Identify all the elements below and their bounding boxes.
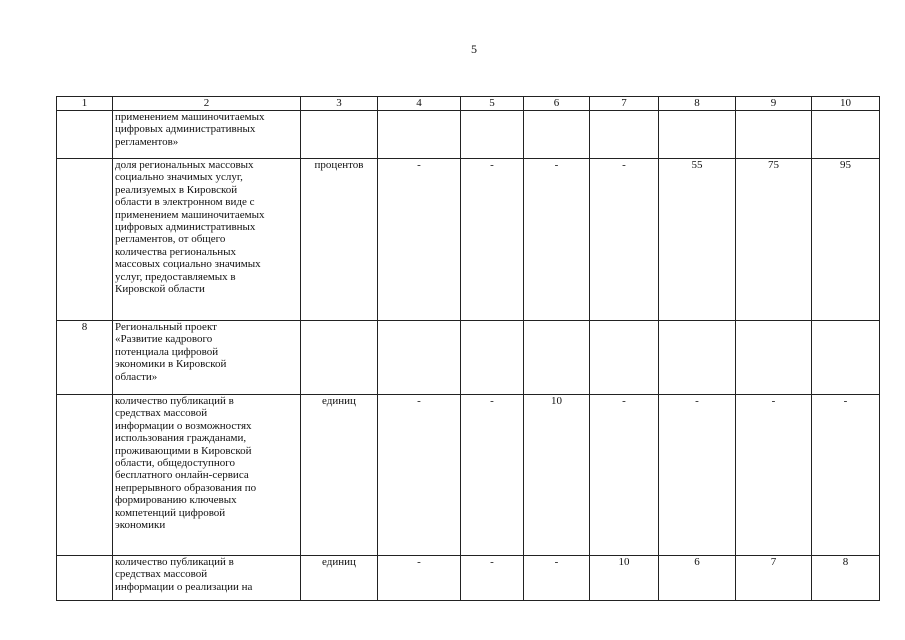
header-cell: 3 <box>301 97 378 111</box>
value-cell: - <box>590 395 659 556</box>
unit-cell <box>301 321 378 395</box>
value-cell <box>461 321 524 395</box>
value-cell <box>461 111 524 159</box>
value-cell: - <box>812 395 880 556</box>
value-cell: - <box>590 159 659 321</box>
indicator-name-cell: доля региональных массовых социально значимых услуг, реализуемых в Кировской области в электронном виде с применением машиночитаемых цифровых административных регламентов, от общего количества региональных массовых социально значимых услуг, предоставляемых в Кировской области <box>113 159 301 321</box>
value-cell: - <box>378 556 461 601</box>
value-cell: 8 <box>812 556 880 601</box>
unit-cell: процентов <box>301 159 378 321</box>
value-cell: - <box>524 556 590 601</box>
row-number-cell <box>57 111 113 159</box>
indicator-name-cell: применением машиночитаемых цифровых административных регламентов» <box>113 111 301 159</box>
value-cell: - <box>461 159 524 321</box>
header-cell: 8 <box>659 97 736 111</box>
value-cell <box>736 111 812 159</box>
value-cell <box>378 111 461 159</box>
unit-cell: единиц <box>301 556 378 601</box>
header-cell: 2 <box>113 97 301 111</box>
value-cell <box>524 111 590 159</box>
value-cell: 6 <box>659 556 736 601</box>
table-row <box>57 111 880 159</box>
value-cell: 95 <box>812 159 880 321</box>
header-cell: 5 <box>461 97 524 111</box>
header-cell: 7 <box>590 97 659 111</box>
value-cell <box>524 321 590 395</box>
value-cell: - <box>659 395 736 556</box>
value-cell <box>378 321 461 395</box>
row-number-cell <box>57 159 113 321</box>
value-cell: 10 <box>524 395 590 556</box>
table-row <box>57 321 880 395</box>
value-cell <box>659 321 736 395</box>
value-cell: - <box>378 395 461 556</box>
indicator-name-cell: количество публикаций в средствах массовой информации о реализации на <box>113 556 301 601</box>
value-cell: 10 <box>590 556 659 601</box>
value-cell: 55 <box>659 159 736 321</box>
value-cell <box>812 321 880 395</box>
value-cell: - <box>736 395 812 556</box>
header-cell: 6 <box>524 97 590 111</box>
value-cell: 7 <box>736 556 812 601</box>
unit-cell: единиц <box>301 395 378 556</box>
unit-cell <box>301 111 378 159</box>
indicators-table <box>56 96 880 601</box>
indicator-name-cell: количество публикаций в средствах массовой информации о возможностях использования гражданами, проживающими в Кировской области, общедоступного бесплатного онлайн-сервиса непрерывного образования по формированию ключевых компетенций цифровой экономики <box>113 395 301 556</box>
value-cell <box>590 111 659 159</box>
header-cell: 10 <box>812 97 880 111</box>
page-number: 5 <box>471 42 477 56</box>
row-number-cell: 8 <box>57 321 113 395</box>
table-row <box>57 556 880 601</box>
row-number-cell <box>57 395 113 556</box>
row-number-cell <box>57 556 113 601</box>
value-cell: - <box>524 159 590 321</box>
value-cell: 75 <box>736 159 812 321</box>
table-row <box>57 159 880 321</box>
value-cell <box>812 111 880 159</box>
header-cell: 1 <box>57 97 113 111</box>
value-cell: - <box>461 395 524 556</box>
project-name-cell: Региональный проект «Развитие кадрового потенциала цифровой экономики в Кировской области» <box>113 321 301 395</box>
header-cell: 9 <box>736 97 812 111</box>
table-row <box>57 395 880 556</box>
table-header-row <box>57 97 880 111</box>
value-cell <box>590 321 659 395</box>
value-cell <box>659 111 736 159</box>
value-cell: - <box>378 159 461 321</box>
value-cell: - <box>461 556 524 601</box>
value-cell <box>736 321 812 395</box>
header-cell: 4 <box>378 97 461 111</box>
